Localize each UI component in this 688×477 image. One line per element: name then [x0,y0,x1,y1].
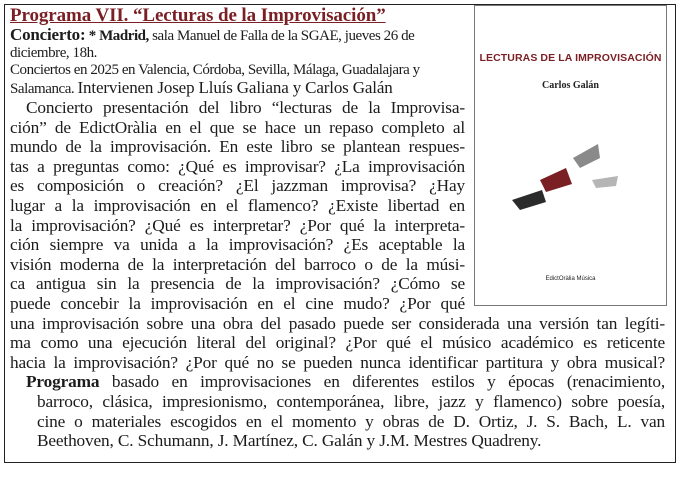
concert-city: * Madrid, [88,28,149,44]
description-line: Concierto presentación del libro “lecturas de la Improvisa- [26,98,465,117]
description-line: ción” de EdictOràlia en el que se hace un repaso completo al [10,117,465,137]
description-line: es composición o creación? ¿El jazzman improvisa? ¿Hay [10,176,465,196]
program-line: Beethoven, C. Schumann, J. Martínez, C. Galán y J.M. Mestres Quadreny. [37,431,542,451]
cover-shape-grey-top [573,144,600,168]
tour-info [10,62,462,98]
description-line: mundo de la improvisación. En este libro se plantean respues- [10,137,465,157]
program-title: Programa VII. “Lecturas de la Improvisación” [10,5,386,26]
program-line [10,372,665,392]
description-line: ción siempre va unida a la improvisación? ¿Es aceptable la [10,235,465,255]
concert-info [10,26,462,62]
book-cover-title: LECTURAS DE LA IMPROVISACIÓN [479,52,662,64]
programa-text: basado en improvisaciones en diferentes estilos y épocas (renacimiento, [111,372,665,392]
cover-shape-light [592,176,618,188]
description-line: tas a preguntas como: ¿Qué es improvisar? ¿La improvisación [10,156,465,176]
cover-shape-dark [512,190,546,210]
book-cover [474,5,667,306]
programa-label: Programa [26,372,100,392]
description-line: la improvisación? ¿Qué es interpretar? ¿Por qué la interpreta- [10,215,465,235]
concert-label: Concierto: [10,25,86,44]
description-line: lugar a la improvisación en el flamenco? ¿Existe libertad en [10,195,465,215]
description-line: visión moderna de la interpretación del barroco o de la músi- [10,254,465,274]
program-line: cine o materiales escogidos en el momento y obras de D. Ortiz, J. S. Bach, L. van [37,411,665,431]
description-line: ca antigua sin la presencia de la improvisación? ¿Cómo se [10,274,465,294]
book-cover-publisher: EdictOràlia Música [545,276,596,282]
description-line: puede concebir la improvisación en el cine mudo? ¿Por qué [10,293,465,313]
performers: Intervienen Josep Lluís Galiana y Carlos Galán [77,78,393,97]
cover-art-shapes [500,128,640,228]
program-line: barroco, clásica, impresionismo, contemporánea, libre, jazz y flamenco) sobre poesía, [37,391,665,411]
description-line: hacia la improvisación? ¿Por qué no se pueden nunca identificar partitura y obra musical? [10,352,665,372]
tour-cities: Conciertos en 2025 en Valencia, Córdoba, Sevilla, Málaga, Guadalajara y Salamanca. [10,62,420,97]
concert-venue: sala Manuel de Falla de la SGAE, jueves 26 de diciembre, 18h. [10,28,415,61]
description-line: una improvisación sobre una obra del pasado puede ser considerada una versión tan legíti- [10,313,665,333]
book-cover-author: Carlos Galán [542,80,599,91]
description-line: ma como una ejecución literal del original? ¿Por qué el músico académico es reticente [10,333,665,353]
cover-shape-red [540,168,572,192]
